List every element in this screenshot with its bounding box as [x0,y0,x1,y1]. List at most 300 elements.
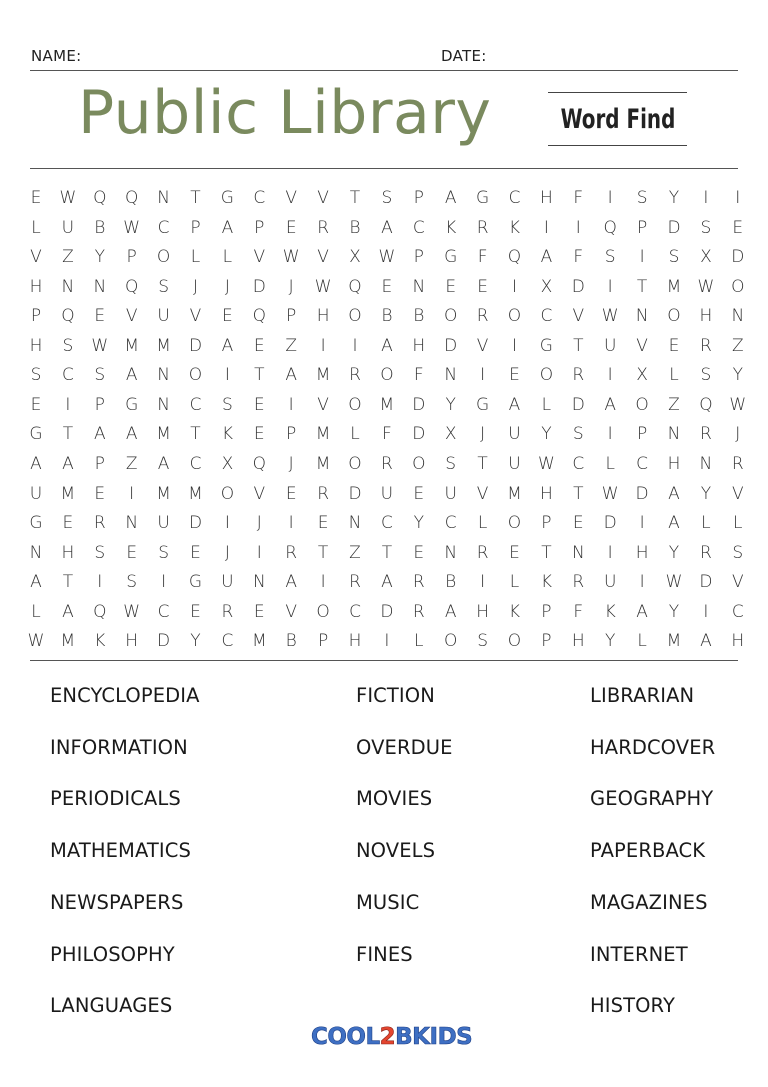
grid-letter: S [636,188,648,208]
grid-letter: H [29,335,43,356]
grid-letter: I [256,542,262,563]
word-list-item: HISTORY [590,994,675,1018]
grid-letter: C [508,188,521,208]
grid-letter: I [352,335,358,356]
grid-letter: N [667,424,681,445]
grid-letter: A [62,453,74,474]
grid-letter: E [190,542,201,563]
grid-letter: J [192,276,198,297]
grid-letter: S [700,217,712,238]
grid-letter: C [572,453,585,474]
grid-letter: S [572,424,584,445]
grid-letter: Z [731,335,744,356]
grid-letter: I [224,365,230,386]
grid-letter: L [701,513,711,534]
grid-letter: W [537,453,555,474]
grid-letter: K [445,217,457,238]
grid-letter: R [221,601,234,622]
grid-letter: W [729,394,747,415]
word-list-item: OVERDUE [356,735,453,759]
grid-letter: O [443,631,458,652]
grid-letter: L [605,453,615,474]
grid-letter: W [378,247,396,268]
grid-letter: I [511,276,517,297]
grid-letter: A [62,601,74,622]
grid-letter: K [94,631,106,652]
word-list-item: FINES [356,942,413,966]
grid-letter: R [412,601,425,622]
grid-letter: U [380,483,394,504]
grid-letter: O [507,631,522,652]
grid-letter: E [253,394,265,415]
grid-letter: P [413,247,424,268]
grid-letter: Q [252,306,266,327]
grid-letter: A [636,601,648,622]
grid-letter: E [509,365,520,386]
grid-letter: G [125,394,139,415]
grid-letter: M [379,394,395,415]
grid-letter: U [221,572,234,593]
grid-letter: O [507,306,522,327]
grid-letter: E [413,483,425,504]
grid-letter: W [282,247,300,268]
grid-letter: K [508,601,521,622]
grid-letter: O [156,247,171,268]
grid-letter: X [221,453,234,474]
grid-letter: I [288,394,294,415]
grid-letter: T [190,188,201,208]
grid-letter: U [508,424,521,445]
grid-letter: A [381,572,393,593]
grid-letter: I [480,572,486,593]
grid-letter: E [190,601,201,622]
grid-letter: U [61,217,75,238]
grid-letter: K [221,424,233,445]
grid-letter: D [188,513,203,534]
grid-letter: L [509,572,520,593]
grid-letter: M [156,335,171,356]
grid-letter: Q [124,276,139,297]
grid-letter: Y [732,365,743,386]
grid-letter: Z [668,394,680,415]
grid-letter: C [253,188,266,208]
grid-letter: T [62,424,74,445]
grid-letter: U [444,483,457,504]
grid-letter: R [349,572,361,593]
grid-letter: P [190,217,201,238]
grid-letter: L [733,513,743,534]
grid-letter: R [699,424,712,445]
date-label: DATE: [441,47,487,65]
grid-letter: I [384,631,390,652]
grid-letter: T [636,276,648,297]
grid-letter: B [445,572,457,593]
grid-letter: E [413,542,425,563]
grid-letter: M [60,483,76,504]
grid-letter: N [412,276,426,297]
grid-letter: U [603,335,617,356]
grid-letter: T [254,365,265,386]
grid-letter: C [731,601,744,622]
grid-letter: C [380,513,393,534]
grid-letter: H [571,631,585,652]
grid-letter: I [320,335,326,356]
grid-letter: G [29,513,43,534]
grid-letter: E [62,513,74,534]
grid-letter: C [221,631,234,652]
grid-letter: G [188,572,203,593]
grid-letter: W [123,217,141,238]
grid-letter: R [285,542,298,563]
grid-letter: E [381,276,393,297]
grid-letter: J [224,276,230,297]
grid-letter: H [539,483,553,504]
grid-letter: F [573,247,584,268]
grid-letter: P [286,424,297,445]
grid-letter: E [445,276,457,297]
grid-letter: S [477,631,488,652]
grid-letter: J [288,276,294,297]
grid-letter: O [667,306,681,327]
grid-letter: S [158,542,169,563]
grid-letter: H [476,601,489,622]
grid-letter: E [30,394,42,415]
grid-letter: L [637,631,647,652]
grid-letter: C [157,217,170,238]
word-list-item: LIBRARIAN [590,684,695,707]
grid-letter: R [349,365,361,386]
grid-letter: E [285,483,297,504]
grid-letter: Z [349,542,361,563]
grid-letter: T [349,188,361,208]
grid-letter: T [477,453,488,474]
grid-letter: D [444,335,458,356]
grid-letter: O [188,365,203,386]
grid-letter: B [285,631,297,652]
grid-letter: P [94,394,105,415]
grid-letter: M [124,335,140,356]
grid-letter: H [316,306,330,327]
grid-letter: X [349,247,361,268]
grid-letter: E [572,513,584,534]
grid-letter: M [251,631,267,652]
grid-letter: F [413,365,424,386]
grid-letter: U [157,306,170,327]
grid-letter: D [699,572,713,593]
grid-letter: A [221,217,234,238]
grid-letter: N [348,513,362,534]
grid-letter: Y [668,542,680,563]
grid-letter: H [539,188,553,208]
grid-letter: I [97,572,103,593]
grid-letter: I [224,513,230,534]
grid-letter: O [507,513,522,534]
grid-letter: G [444,247,458,268]
grid-letter: P [541,513,552,534]
grid-letter: D [412,424,426,445]
grid-letter: W [665,572,683,593]
grid-letter: R [731,453,744,474]
grid-letter: M [188,483,203,504]
grid-letter: T [317,542,329,563]
grid-letter: L [477,513,488,534]
grid-letter: W [601,306,619,327]
grid-letter: M [666,631,682,652]
grid-letter: V [636,335,648,356]
grid-letter: V [285,601,297,622]
grid-letter: J [480,424,486,445]
grid-letter: V [253,247,266,268]
grid-letter: O [635,394,649,415]
grid-letter: H [61,542,75,563]
grid-letter: Q [348,276,362,297]
grid-letter: U [508,453,521,474]
grid-letter: Z [62,247,74,268]
grid-letter: Y [541,424,552,445]
grid-letter: A [285,572,297,593]
grid-letter: L [190,247,201,268]
grid-letter: U [29,483,43,504]
grid-letter: O [443,306,458,327]
grid-letter: S [604,247,616,268]
grid-letter: M [156,483,171,504]
grid-letter: I [607,276,613,297]
grid-letter: T [190,424,201,445]
grid-letter: F [477,247,488,268]
grid-letter: N [444,542,458,563]
grid-letter: V [731,483,744,504]
grid-letter: V [285,188,297,208]
grid-letter: L [414,631,424,652]
grid-letter: T [573,335,584,356]
logo-text-2: 2 [379,1024,396,1050]
bottom-divider [30,660,738,661]
grid-letter: I [320,572,326,593]
grid-letter: P [636,217,648,238]
grid-letter: Y [445,394,456,415]
grid-letter: A [381,217,393,238]
word-list-item: LANGUAGES [50,994,173,1018]
grid-letter: Z [125,453,138,474]
grid-letter: C [540,306,553,327]
grid-letter: S [94,365,106,386]
grid-letter: R [572,365,585,386]
grid-letter: A [444,188,457,208]
grid-letter: I [161,572,167,593]
grid-letter: D [603,513,617,534]
grid-letter: I [703,601,709,622]
grid-letter: E [732,217,744,238]
grid-letter: O [539,365,554,386]
grid-letter: I [575,217,581,238]
grid-letter: P [541,601,552,622]
name-label: NAME: [31,47,82,65]
grid-letter: J [288,453,294,474]
word-list-item: PAPERBACK [590,839,706,863]
grid-letter: O [412,453,426,474]
grid-letter: G [476,394,490,415]
grid-letter: V [317,188,329,208]
grid-letter: H [667,453,681,474]
grid-letter: V [476,483,489,504]
word-list-item: INTERNET [590,942,688,966]
grid-letter: A [93,424,106,445]
grid-letter: R [380,453,393,474]
word-list-item: PHILOSOPHY [50,942,175,966]
grid-letter: V [476,335,489,356]
grid-letter: A [668,483,680,504]
grid-letter: E [509,542,520,563]
grid-letter: Q [507,247,522,268]
grid-letter: Q [699,394,713,415]
grid-letter: H [348,631,362,652]
cool2bkids-logo [311,1024,472,1050]
grid-letter: P [636,424,648,445]
grid-letter: N [635,306,649,327]
word-list-item: MOVIES [356,787,433,811]
grid-letter: E [253,601,265,622]
grid-letter: I [607,542,613,563]
grid-letter: T [62,572,74,593]
grid-letter: Q [93,601,107,622]
grid-letter: L [222,247,233,268]
grid-letter: V [572,306,585,327]
grid-letter: D [252,276,266,297]
grid-letter: I [607,188,613,208]
grid-letter: B [349,217,361,238]
word-list-item: MAGAZINES [590,890,708,914]
grid-letter: Y [604,631,616,652]
grid-letter: O [348,306,362,327]
grid-letter: J [224,542,230,563]
grid-letter: N [157,188,170,208]
grid-letter: O [348,394,362,415]
grid-letter: A [157,453,170,474]
grid-letter: M [507,483,522,504]
word-list-item: MATHEMATICS [50,839,191,863]
grid-letter: Q [124,188,139,208]
grid-letter: A [221,335,234,356]
page-subtitle: Word Find [560,103,675,135]
grid-letter: S [62,335,74,356]
grid-letter: C [412,217,425,238]
grid-letter: W [697,276,715,297]
grid-letter: D [635,483,649,504]
grid-letter: N [157,365,170,386]
grid-letter: A [285,365,297,386]
grid-letter: I [607,365,613,386]
grid-letter: R [476,217,489,238]
grid-letter: P [94,453,105,474]
grid-letter: S [30,365,42,386]
grid-letter: M [156,424,171,445]
grid-letter: F [573,601,584,622]
grid-letter: H [125,631,139,652]
grid-letter: S [381,188,393,208]
grid-letter: L [31,217,41,238]
grid-letter: W [123,601,141,622]
grid-letter: T [573,483,584,504]
grid-letter: O [316,601,330,622]
grid-letter: N [731,306,745,327]
grid-letter: P [317,631,329,652]
grid-letter: P [254,217,265,238]
grid-letter: A [668,513,680,534]
grid-letter: C [189,453,202,474]
grid-letter: C [189,394,202,415]
grid-letter: Y [700,483,712,504]
grid-letter: N [252,572,266,593]
grid-letter: G [476,188,490,208]
grid-letter: P [413,188,424,208]
grid-letter: Q [603,217,617,238]
grid-letter: F [382,424,392,445]
grid-letter: D [571,394,585,415]
grid-letter: N [61,276,75,297]
grid-letter: D [571,276,585,297]
grid-letter: E [317,513,329,534]
grid-letter: A [125,424,138,445]
grid-letter: A [604,394,616,415]
grid-letter: R [317,483,329,504]
grid-letter: I [735,188,741,208]
grid-letter: I [703,188,709,208]
grid-letter: L [669,365,679,386]
grid-letter: L [350,424,360,445]
grid-letter: I [639,247,645,268]
grid-letter: I [639,513,645,534]
grid-letter: I [639,572,645,593]
grid-letter: R [476,542,489,563]
grid-letter: S [158,276,169,297]
grid-letter: C [349,601,361,622]
word-list-item: MUSIC [356,890,420,914]
grid-letter: N [571,542,585,563]
grid-letter: A [540,247,553,268]
grid-letter: S [126,572,138,593]
grid-letter: X [444,424,457,445]
grid-letter: U [603,572,617,593]
grid-letter: D [188,335,203,356]
grid-letter: I [543,217,549,238]
grid-letter: K [604,601,616,622]
grid-letter: T [381,542,393,563]
grid-letter: A [444,601,457,622]
grid-letter: I [65,394,71,415]
grid-letter: E [30,188,42,208]
grid-letter: C [157,601,170,622]
grid-letter: I [511,335,517,356]
grid-letter: M [315,424,331,445]
grid-letter: P [286,306,297,327]
grid-letter: U [157,513,170,534]
grid-letter: H [635,542,649,563]
grid-letter: G [29,424,43,445]
grid-letter: S [700,365,712,386]
page-title: Public Library [78,78,492,148]
grid-letter: E [222,306,233,327]
grid-letter: P [541,631,552,652]
grid-letter: W [59,188,77,208]
grid-letter: R [93,513,106,534]
grid-letter: L [31,601,41,622]
grid-letter: V [30,247,42,268]
grid-letter: C [444,513,457,534]
grid-letter: Q [61,306,75,327]
grid-letter: N [29,542,43,563]
grid-letter: R [412,572,425,593]
grid-letter: X [700,247,712,268]
